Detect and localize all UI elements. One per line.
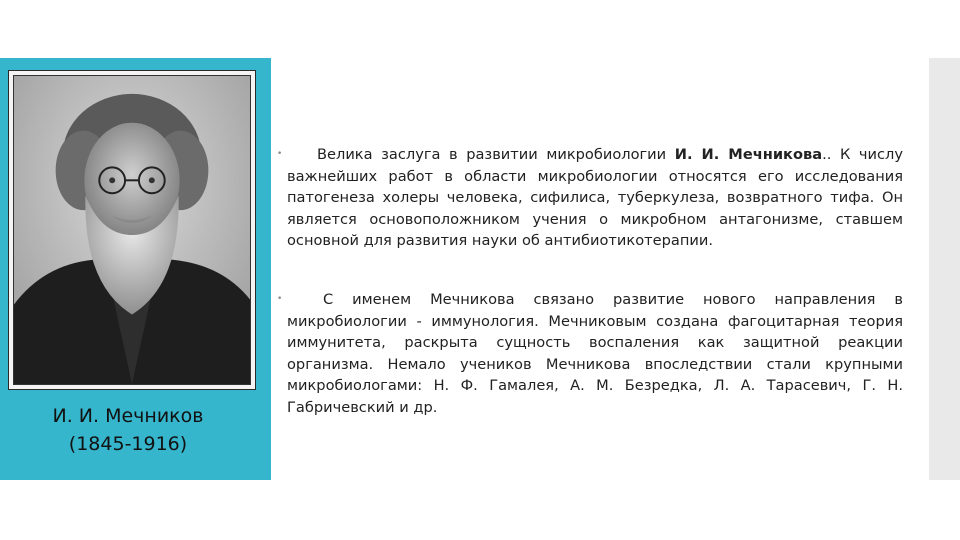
bullet-icon: • — [277, 149, 283, 159]
portrait-image — [14, 76, 250, 384]
portrait-caption-years: (1845-1916) — [68, 433, 188, 455]
portrait-panel — [0, 58, 271, 480]
portrait-frame — [8, 70, 256, 390]
right-decorative-strip — [929, 58, 960, 480]
paragraph-1-text — [287, 144, 903, 252]
portrait-photo — [13, 75, 251, 385]
portrait-caption-name: И. И. Мечников — [52, 405, 204, 427]
paragraph-1-start: Велика заслуга в развитии микробиологии — [317, 146, 675, 163]
paragraph-1-name: И. И. Мечникова — [674, 146, 823, 163]
paragraph-1-rest: .. К числу важнейших работ в области микробиологии относятся его исследования патогенеза холеры человека, сифилиса, туберкулеза, возвратного тифа. Он является основоположником учения о микробном антагонизме, ставшем основной для развития науки об антибиотикотерапии. — [287, 146, 903, 249]
bullet-icon: • — [277, 294, 283, 304]
paragraph-2 — [277, 289, 903, 418]
paragraph-2-text: С именем Мечникова связано развитие нового направления в микробиологии - иммунология. Мечниковым создана фагоцитарная теория иммунитета, раскрыта сущность воспаления как защитной реакции организма. Немало учеников Мечникова впоследствии стали крупными микробиологами: Н. Ф. Гамалея, А. М. Безредка, Л. А. Тарасевич, Г. Н. Габричевский и др. — [287, 291, 903, 416]
paragraph-1 — [277, 144, 903, 252]
